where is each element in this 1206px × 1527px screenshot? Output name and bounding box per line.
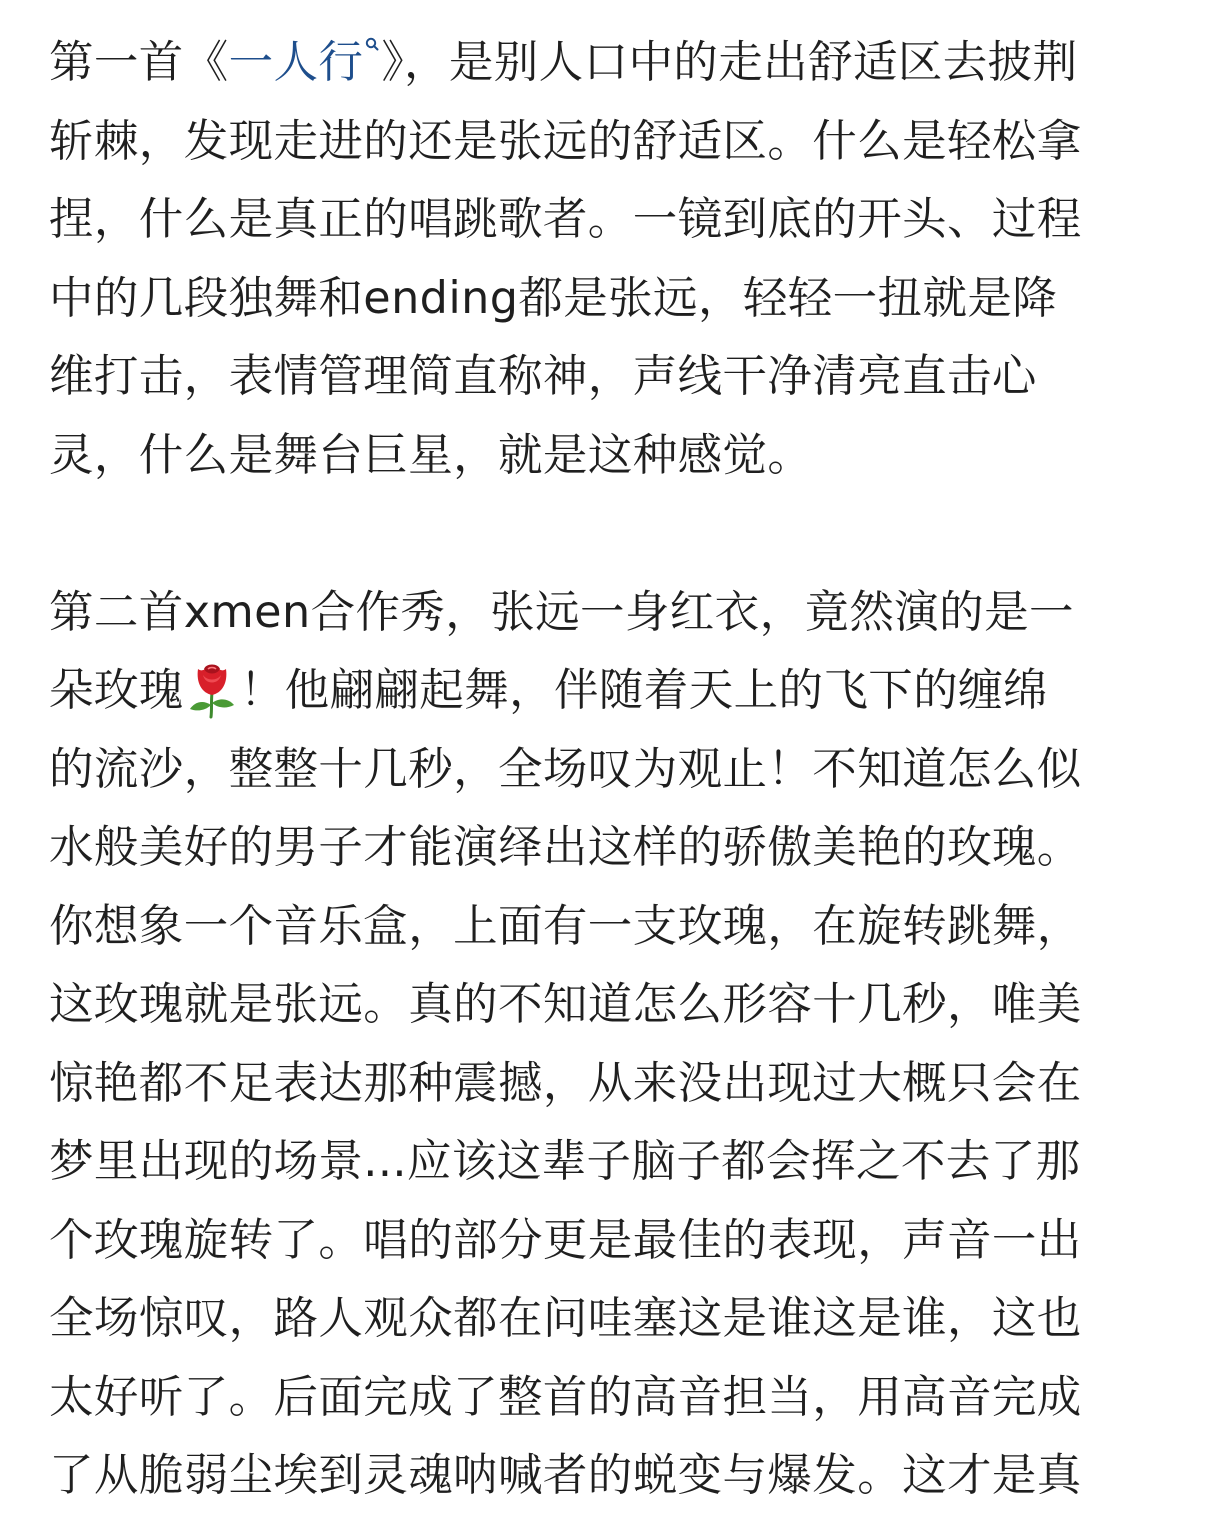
text-line: 了从脆弱尘埃到灵魂呐喊者的蜕变与爆发。这才是真 — [49, 1450, 1082, 1501]
text-line: 梦里出现的场景...应该这辈子脑子都会挥之不去了那 — [49, 1136, 1081, 1187]
paragraph-2 — [49, 574, 1153, 1516]
text-line: 维打击，表情管理简直称神，声线干净清亮直击心 — [49, 351, 1037, 402]
text-line: 太好听了。后面完成了整首的高音担当，用高音完成 — [49, 1371, 1082, 1423]
text-segment: 》，是别人口中的走出舒适区去披荆 — [381, 37, 1078, 88]
text-line — [49, 24, 1153, 103]
text-line: 的流沙，整整十几秒，全场叹为观止！不知道怎么似 — [49, 743, 1082, 795]
text-segment: 朵玫瑰 — [49, 665, 184, 716]
text-line: 中的几段独舞和ending都是张远，轻轻一扭就是降 — [49, 272, 1058, 324]
text-segment: ！他翩翩起舞，伴随着天上的飞下的缠绵 — [239, 665, 1048, 716]
text-line: 惊艳都不足表达那种震撼，从来没出现过大概只会在 — [49, 1057, 1082, 1109]
text-line: 这玫瑰就是张远。真的不知道怎么形容十几秒，唯美 — [49, 979, 1082, 1030]
paragraph-1 — [49, 24, 1153, 495]
search-icon[interactable] — [365, 37, 379, 51]
text-line: 水般美好的男子才能演绎出这样的骄傲美艳的玫瑰。 — [49, 822, 1082, 873]
article-body — [49, 24, 1153, 1516]
text-line: 捏，什么是真正的唱跳歌者。一镜到底的开头、过程 — [49, 194, 1082, 245]
rose-emoji-icon — [186, 659, 238, 719]
song-link-yirenxing[interactable] — [229, 37, 382, 88]
text-line: 第二首xmen合作秀，张远一身红衣，竟然演的是一 — [49, 586, 1074, 638]
text-line: 斩棘，发现走进的还是张远的舒适区。什么是轻松拿 — [49, 115, 1082, 167]
text-segment: 第一首《 — [49, 37, 229, 88]
text-line: 灵，什么是舞台巨星，就是这种感觉。 — [49, 429, 813, 481]
text-line: 个玫瑰旋转了。唱的部分更是最佳的表现，声音一出 — [49, 1214, 1082, 1266]
text-line: 你想象一个音乐盒，上面有一支玫瑰，在旋转跳舞， — [49, 900, 1082, 952]
song-link-label[interactable]: 一人行 — [228, 37, 364, 88]
text-line — [49, 652, 1153, 731]
text-line: 全场惊叹，路人观众都在问哇塞这是谁这是谁，这也 — [49, 1293, 1082, 1344]
